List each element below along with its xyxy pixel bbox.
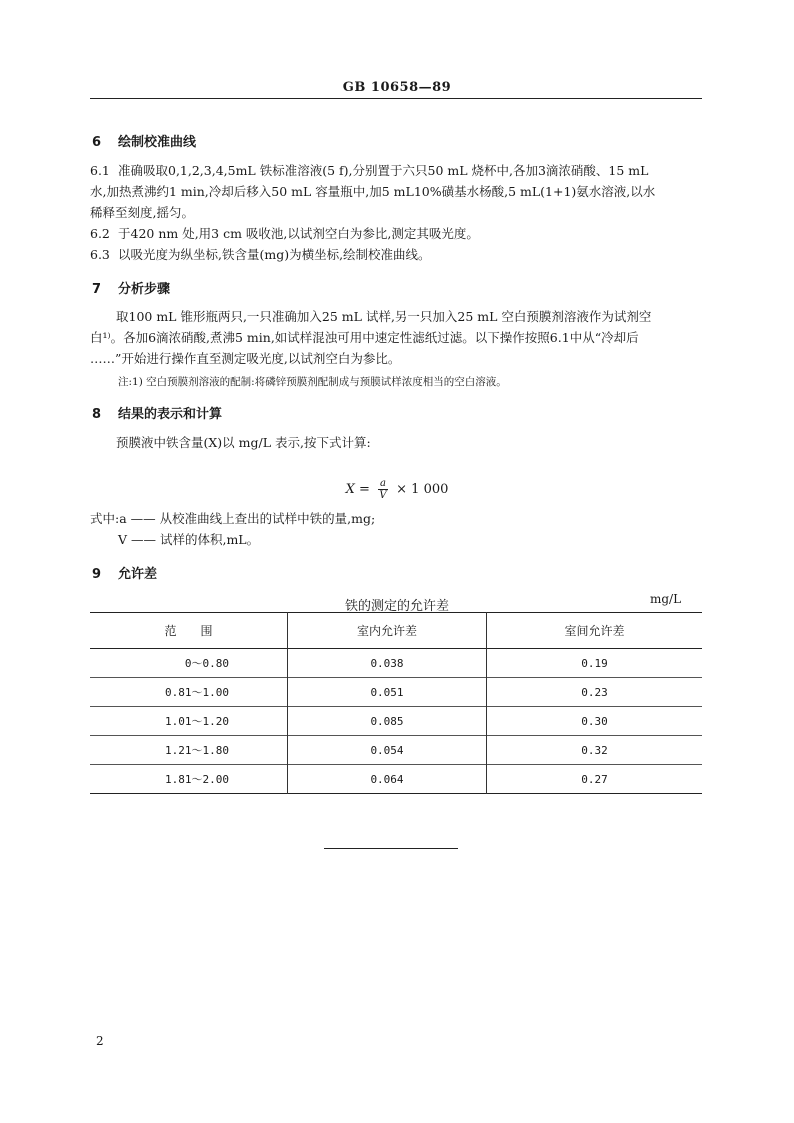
item-6-3-number: 6.3 [90,247,110,262]
cell-intra-lab: 0.085 [288,707,487,736]
table-unit: mg/L [650,592,682,606]
iron-content-formula [0,478,794,501]
item-6-1-line-3: 稀释至刻度,摇匀。 [90,205,194,220]
item-6-1 [90,160,702,223]
section-7-heading [92,278,170,297]
section-7-line-3: ……”开始进行操作直至测定吸光度,以试剂空白为参比。 [90,351,401,366]
cell-inter-lab: 0.19 [487,649,703,678]
section-8-title: 结果的表示和计算 [118,407,223,422]
item-6-2 [90,223,702,244]
item-6-3 [90,244,702,265]
cell-range: 1.81～2.00 [165,773,229,786]
cell-inter-lab: 0.32 [487,736,703,765]
item-6-1-line-2: 水,加热煮沸约1 min,冷却后移入50 mL 容量瓶中,加5 mL10%磺基水杨酸,5 mL(1+1)氨水溶液,以水 [90,184,656,199]
item-6-3-text: 以吸光度为纵坐标,铁含量(mg)为横坐标,绘制校准曲线。 [118,247,431,262]
tolerance-table [90,612,702,794]
section-6-number: 6 [92,135,102,150]
cell-range: 0.81～1.00 [165,686,229,699]
item-6-2-text: 于420 nm 处,用3 cm 吸收池,以试剂空白为参比,测定其吸光度。 [118,226,479,241]
section-7-body [90,306,702,369]
section-9-heading [92,563,157,582]
section-9-number: 9 [92,567,102,582]
column-header-intra-lab: 室内允许差 [288,613,487,649]
section-7-number: 7 [92,282,102,297]
table-row [90,678,702,707]
cell-intra-lab: 0.064 [288,765,487,794]
formula-rhs: × 1 000 [396,482,449,497]
table-row [90,736,702,765]
cell-inter-lab: 0.30 [487,707,703,736]
formula-numerator: a [380,478,386,489]
document-header: GB 10658—89 [342,80,452,95]
section-7-line-2: 白¹⁾。各加6滴浓硝酸,煮沸5 min,如试样混浊可用中速定性滤纸过滤。以下操作按照6.1中从“冷却后 [90,330,639,345]
item-6-1-number: 6.1 [90,163,110,178]
formula-fraction [378,478,388,501]
section-7-line-1: 取100 mL 锥形瓶两只,一只准确加入25 mL 试样,另一只加入25 mL 空白预膜剂溶液作为试剂空 [116,309,652,324]
section-7-note: 注:1) 空白预膜剂溶液的配制:将磷锌预膜剂配制成与预膜试样浓度相当的空白溶液。 [118,376,507,388]
table-title: 铁的测定的允许差 [344,599,449,614]
formula-where-1: 式中:a —— 从校准曲线上查出的试样中铁的量,mg; [90,511,376,526]
cell-range: 0～0.80 [184,657,229,670]
table-row [90,649,702,678]
formula-denominator: V [379,490,387,501]
formula-lhs: X = [345,482,370,497]
cell-range: 1.21～1.80 [165,744,229,757]
item-6-1-line-1: 准确吸取0,1,2,3,4,5mL 铁标准溶液(5 f),分别置于六只50 mL 烧杯中,各加3滴浓硝酸、15 mL [118,163,649,178]
cell-intra-lab: 0.051 [288,678,487,707]
section-7-title: 分析步骤 [118,282,171,297]
end-of-document-rule [324,848,458,849]
column-header-inter-lab: 室间允许差 [487,613,703,649]
header-rule [90,98,702,99]
section-6-title: 绘制校准曲线 [118,135,197,150]
column-header-range: 范 围 [164,624,213,638]
item-6-2-number: 6.2 [90,226,110,241]
page-number: 2 [96,1034,104,1048]
cell-inter-lab: 0.23 [487,678,703,707]
cell-inter-lab: 0.27 [487,765,703,794]
cell-intra-lab: 0.038 [288,649,487,678]
section-6-heading [92,131,196,150]
section-8-number: 8 [92,407,102,422]
table-header-row [90,613,702,649]
section-8-intro: 预膜液中铁含量(X)以 mg/L 表示,按下式计算: [116,435,371,450]
cell-intra-lab: 0.054 [288,736,487,765]
section-9-title: 允许差 [118,567,158,582]
formula-where-2: V —— 试样的体积,mL。 [118,532,260,547]
cell-range: 1.01～1.20 [165,715,229,728]
table-row [90,765,702,794]
section-8-heading [92,403,222,422]
table-row [90,707,702,736]
